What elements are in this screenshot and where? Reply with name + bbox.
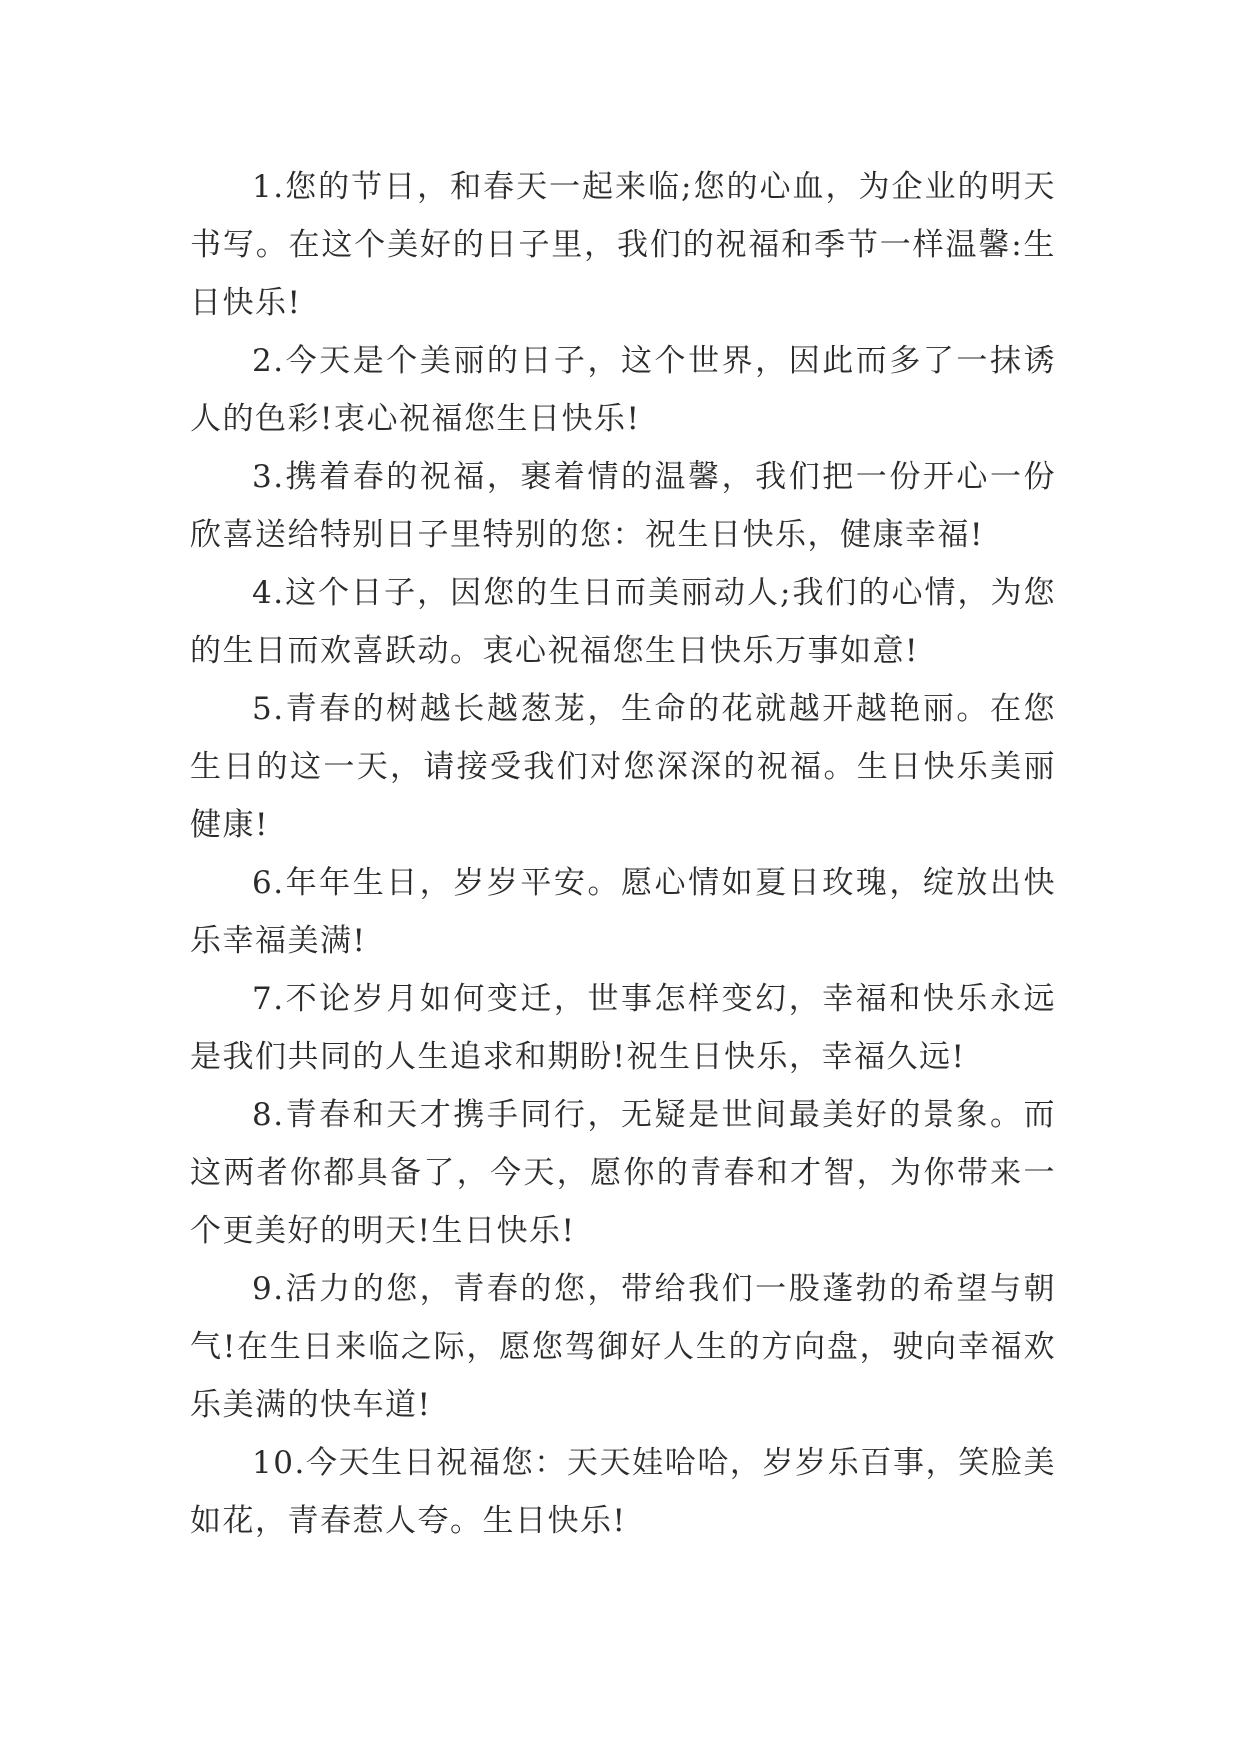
paragraph-2: 2.今天是个美丽的日子，这个世界，因此而多了一抹诱人的色彩!衷心祝福您生日快乐! (190, 343, 1056, 437)
paragraph-10: 10.今天生日祝福您：天天娃哈哈，岁岁乐百事，笑脸美如花，青春惹人夸。生日快乐! (190, 1445, 1056, 1539)
paragraph-6: 6.年年生日，岁岁平安。愿心情如夏日玫瑰，绽放出快乐幸福美满! (190, 865, 1056, 959)
paragraph-5: 5.青春的树越长越葱茏，生命的花就越开越艳丽。在您生日的这一天，请接受我们对您深深的祝福。生日快乐美丽健康! (190, 691, 1056, 843)
paragraph-1: 1.您的节日，和春天一起来临;您的心血，为企业的明天书写。在这个美好的日子里，我们的祝福和季节一样温馨:生日快乐! (190, 169, 1056, 321)
document-body (190, 158, 1056, 1550)
paragraph-7: 7.不论岁月如何变迁，世事怎样变幻，幸福和快乐永远是我们共同的人生追求和期盼!祝生日快乐，幸福久远! (190, 981, 1056, 1075)
paragraph-3: 3.携着春的祝福，裹着情的温馨，我们把一份开心一份欣喜送给特别日子里特别的您：祝生日快乐，健康幸福! (190, 459, 1056, 553)
paragraph-9: 9.活力的您，青春的您，带给我们一股蓬勃的希望与朝气!在生日来临之际，愿您驾御好人生的方向盘，驶向幸福欢乐美满的快车道! (190, 1271, 1056, 1423)
paragraph-4: 4.这个日子，因您的生日而美丽动人;我们的心情，为您的生日而欢喜跃动。衷心祝福您生日快乐万事如意! (190, 575, 1056, 669)
paragraph-8: 8.青春和天才携手同行，无疑是世间最美好的景象。而这两者你都具备了，今天，愿你的青春和才智，为你带来一个更美好的明天!生日快乐! (190, 1097, 1056, 1249)
